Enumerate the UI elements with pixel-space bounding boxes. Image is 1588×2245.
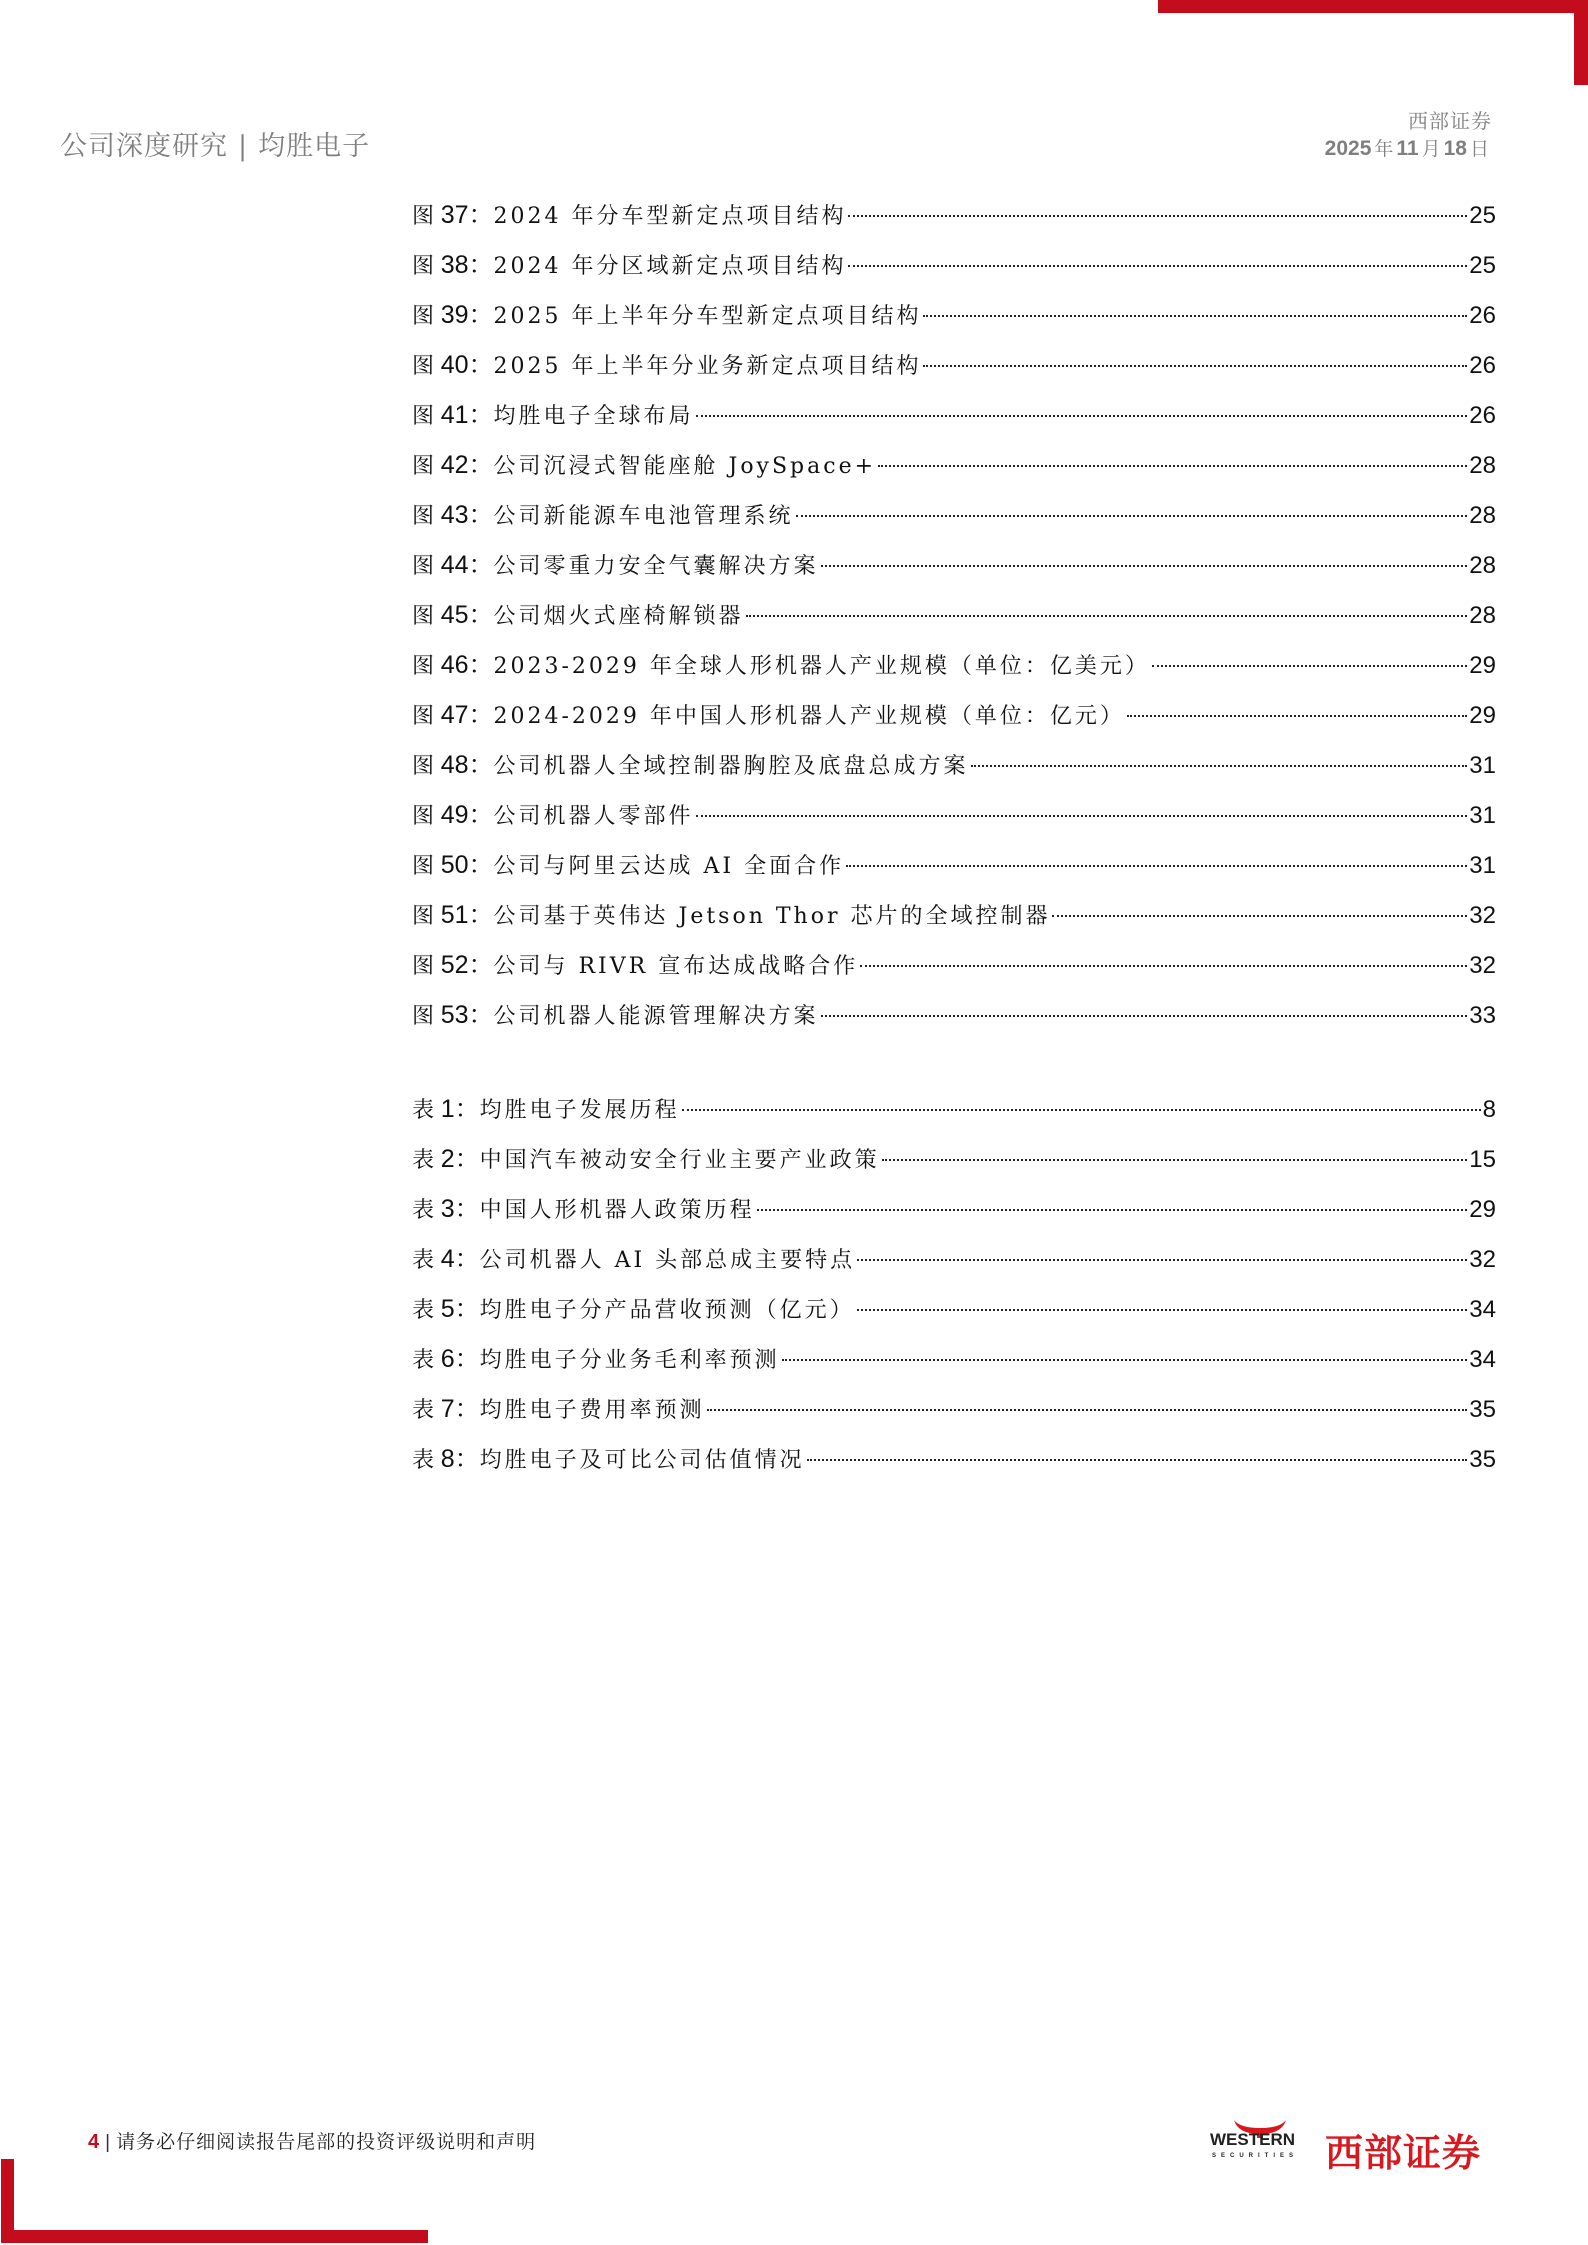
table-toc-entry[interactable] — [412, 1141, 1496, 1191]
dot-leader — [971, 765, 1468, 767]
entry-page-number[interactable]: 26 — [1469, 402, 1496, 429]
figure-toc-entry[interactable] — [412, 997, 1496, 1047]
entry-title: 公司零重力安全气囊解决方案 — [493, 554, 819, 579]
entry-number: 37： — [440, 201, 494, 229]
dot-leader — [807, 1459, 1468, 1461]
dot-leader — [696, 415, 1468, 417]
entry-prefix: 图 — [412, 654, 435, 679]
table-toc-entry[interactable] — [412, 1191, 1496, 1241]
entry-number: 51： — [440, 901, 494, 929]
entry-number: 44： — [440, 551, 494, 579]
figure-toc-entry[interactable] — [412, 397, 1496, 447]
dot-leader — [923, 315, 1467, 317]
report-header — [60, 124, 370, 163]
entry-prefix: 表 — [412, 1098, 435, 1123]
dot-leader — [857, 1259, 1467, 1261]
figure-toc-entry[interactable] — [412, 747, 1496, 797]
entry-page-number[interactable]: 31 — [1469, 752, 1496, 779]
entry-page-number[interactable]: 34 — [1469, 1346, 1496, 1373]
entry-page-number[interactable]: 28 — [1469, 452, 1496, 479]
entry-title: 均胜电子分业务毛利率预测 — [479, 1348, 780, 1373]
entry-prefix: 表 — [412, 1298, 435, 1323]
entry-prefix: 图 — [412, 854, 435, 879]
figure-toc-entry[interactable] — [412, 797, 1496, 847]
entry-title: 公司机器人零部件 — [493, 804, 694, 829]
header-brand-date — [1325, 108, 1492, 164]
report-type: 公司深度研究 — [60, 131, 228, 162]
dot-leader — [782, 1359, 1468, 1361]
entry-prefix: 图 — [412, 204, 435, 229]
figure-toc-entry[interactable] — [412, 247, 1496, 297]
table-toc-entry[interactable] — [412, 1441, 1496, 1491]
entry-label — [412, 497, 794, 535]
dot-leader — [796, 515, 1468, 517]
entry-label — [412, 697, 1125, 735]
figure-toc-entry[interactable] — [412, 297, 1496, 347]
dot-leader — [857, 1309, 1468, 1311]
entry-page-number[interactable]: 34 — [1469, 1296, 1496, 1323]
entry-number: 38： — [440, 251, 494, 279]
entry-page-number[interactable]: 29 — [1469, 652, 1496, 679]
dot-leader — [860, 965, 1467, 967]
entry-label — [412, 547, 819, 585]
entry-prefix: 表 — [412, 1398, 435, 1423]
report-date: 2025 年 11 月 18 日 — [1324, 137, 1489, 160]
dot-leader — [821, 1015, 1468, 1017]
entry-title: 均胜电子分产品营收预测（亿元） — [479, 1298, 855, 1323]
entry-title: 公司基于英伟达 Jetson Thor 芯片的全域控制器 — [493, 904, 1051, 929]
entry-prefix: 图 — [412, 604, 435, 629]
dot-leader — [846, 865, 1467, 867]
entry-label — [412, 347, 921, 385]
figure-toc-entry[interactable] — [412, 547, 1496, 597]
entry-page-number[interactable]: 26 — [1469, 302, 1496, 329]
entry-number: 2： — [440, 1145, 480, 1173]
entry-label — [412, 1191, 755, 1229]
entry-prefix: 表 — [412, 1448, 435, 1473]
entry-title: 2024-2029 年中国人形机器人产业规模（单位：亿元） — [493, 704, 1125, 729]
entry-number: 42： — [440, 451, 494, 479]
entry-prefix: 图 — [412, 804, 435, 829]
entry-page-number[interactable]: 32 — [1469, 902, 1496, 929]
entry-title: 公司与 RIVR 宣布达成战略合作 — [493, 954, 859, 979]
table-toc-entry[interactable] — [412, 1291, 1496, 1341]
top-red-corner-bar — [1574, 0, 1588, 85]
entry-prefix: 图 — [412, 404, 435, 429]
entry-title: 公司与阿里云达成 AI 全面合作 — [493, 854, 845, 879]
table-toc-entry[interactable] — [412, 1341, 1496, 1391]
figure-toc-entry[interactable] — [412, 197, 1496, 247]
entry-title: 公司沉浸式智能座舱 JoySpace+ — [493, 454, 877, 479]
figure-toc-entry[interactable] — [412, 697, 1496, 747]
entry-title: 2025 年上半年分车型新定点项目结构 — [493, 304, 922, 329]
entry-title: 均胜电子及可比公司估值情况 — [479, 1448, 805, 1473]
western-securities-logo — [1210, 2118, 1492, 2175]
entry-number: 50： — [440, 851, 494, 879]
entry-label — [412, 647, 1150, 685]
entry-title: 均胜电子全球布局 — [493, 404, 694, 429]
header-separator: | — [238, 131, 249, 162]
table-toc-entry[interactable] — [412, 1391, 1496, 1441]
entry-title: 均胜电子发展历程 — [479, 1098, 680, 1123]
entry-page-number[interactable]: 29 — [1469, 702, 1496, 729]
entry-label — [412, 447, 876, 485]
entry-prefix: 图 — [412, 904, 435, 929]
entry-title: 公司机器人 AI 头部总成主要特点 — [479, 1248, 856, 1273]
entry-label — [412, 1341, 780, 1379]
figure-toc-entry[interactable] — [412, 897, 1496, 947]
entry-number: 43： — [440, 501, 494, 529]
entry-number: 40： — [440, 351, 494, 379]
top-red-bar — [1158, 0, 1588, 13]
dot-leader — [848, 215, 1467, 217]
entry-label — [412, 797, 694, 835]
entry-page-number[interactable]: 26 — [1469, 352, 1496, 379]
entry-title: 2024 年分区域新定点项目结构 — [493, 254, 847, 279]
dot-leader — [707, 1409, 1468, 1411]
table-toc-entry[interactable] — [412, 1241, 1496, 1291]
entry-number: 8： — [440, 1445, 480, 1473]
entry-number: 46： — [440, 651, 494, 679]
logo-english: WESTERN — [1210, 2130, 1295, 2149]
entry-number: 41： — [440, 401, 494, 429]
entry-label — [412, 897, 1050, 935]
entry-prefix: 表 — [412, 1148, 435, 1173]
entry-prefix: 表 — [412, 1248, 435, 1273]
dot-leader — [1052, 915, 1467, 917]
entry-page-number[interactable]: 29 — [1469, 1196, 1496, 1223]
entry-label — [412, 747, 969, 785]
entry-title: 均胜电子费用率预测 — [479, 1398, 705, 1423]
entry-title: 中国人形机器人政策历程 — [479, 1198, 755, 1223]
entry-page-number[interactable]: 33 — [1469, 1002, 1496, 1029]
entry-title: 公司机器人全域控制器胸腔及底盘总成方案 — [493, 754, 969, 779]
entry-number: 6： — [440, 1345, 480, 1373]
entry-prefix: 图 — [412, 1004, 435, 1029]
entry-number: 49： — [440, 801, 494, 829]
entry-title: 公司新能源车电池管理系统 — [493, 504, 794, 529]
entry-prefix: 表 — [412, 1348, 435, 1373]
entry-label — [412, 397, 694, 435]
entry-number: 52： — [440, 951, 494, 979]
entry-title: 2025 年上半年分业务新定点项目结构 — [493, 354, 922, 379]
logo-english-sub: SECURITIES — [1212, 2153, 1299, 2159]
entry-label — [412, 847, 844, 885]
page-number: 4 — [88, 2131, 100, 2153]
dot-leader — [757, 1209, 1468, 1211]
entry-page-number[interactable]: 15 — [1469, 1146, 1496, 1173]
footer-separator: | — [105, 2132, 111, 2153]
entry-page-number[interactable]: 28 — [1469, 502, 1496, 529]
figure-toc-entry[interactable] — [412, 647, 1496, 697]
entry-label — [412, 1441, 805, 1479]
entry-label — [412, 1291, 855, 1329]
brokerage-name: 西部证券 — [1408, 109, 1492, 133]
entry-page-number[interactable]: 32 — [1469, 1246, 1496, 1273]
entry-prefix: 图 — [412, 754, 435, 779]
entry-title: 中国汽车被动安全行业主要产业政策 — [479, 1148, 880, 1173]
entry-title: 2023-2029 年全球人形机器人产业规模（单位：亿美元） — [493, 654, 1150, 679]
entry-prefix: 图 — [412, 554, 435, 579]
figure-toc-entry[interactable] — [412, 947, 1496, 997]
entry-number: 3： — [440, 1195, 480, 1223]
entry-label — [412, 297, 921, 335]
entry-label — [412, 947, 858, 985]
dot-leader — [696, 815, 1468, 817]
entry-label — [412, 1391, 705, 1429]
table-toc-entry[interactable] — [412, 1091, 1496, 1141]
entry-title: 公司烟火式座椅解锁器 — [493, 604, 744, 629]
entry-number: 45： — [440, 601, 494, 629]
dot-leader — [1152, 665, 1467, 667]
entry-prefix: 图 — [412, 254, 435, 279]
bottom-red-bar — [1, 2230, 428, 2243]
entry-label — [412, 1241, 855, 1279]
dot-leader — [746, 615, 1468, 617]
logo-chinese: 西部证券 — [1325, 2131, 1482, 2175]
entry-label — [412, 1091, 680, 1129]
entry-number: 39： — [440, 301, 494, 329]
dot-leader — [878, 465, 1467, 467]
entry-label — [412, 597, 744, 635]
dot-leader — [682, 1109, 1481, 1111]
entry-label — [412, 1141, 880, 1179]
entry-page-number[interactable]: 35 — [1469, 1446, 1496, 1473]
entry-number: 1： — [440, 1095, 480, 1123]
entry-prefix: 图 — [412, 704, 435, 729]
entry-number: 48： — [440, 751, 494, 779]
entry-page-number[interactable]: 31 — [1469, 852, 1496, 879]
entry-page-number[interactable]: 28 — [1469, 552, 1496, 579]
figure-toc-entry[interactable] — [412, 447, 1496, 497]
entry-title: 2024 年分车型新定点项目结构 — [493, 204, 847, 229]
entry-page-number[interactable]: 25 — [1469, 252, 1496, 279]
entry-number: 53： — [440, 1001, 494, 1029]
entry-label — [412, 197, 846, 235]
entry-number: 5： — [440, 1295, 480, 1323]
dot-leader — [1127, 715, 1467, 717]
dot-leader — [848, 265, 1467, 267]
entry-number: 4： — [440, 1245, 480, 1273]
entry-prefix: 图 — [412, 504, 435, 529]
entry-page-number[interactable]: 25 — [1469, 202, 1496, 229]
entry-label — [412, 247, 846, 285]
entry-title: 公司机器人能源管理解决方案 — [493, 1004, 819, 1029]
entry-prefix: 图 — [412, 954, 435, 979]
entry-prefix: 图 — [412, 354, 435, 379]
entry-prefix: 表 — [412, 1198, 435, 1223]
entry-page-number[interactable]: 8 — [1482, 1096, 1496, 1123]
table-list — [412, 1091, 1496, 1491]
dot-leader — [821, 565, 1468, 567]
page-footer — [88, 2127, 536, 2154]
figure-toc-entry[interactable] — [412, 497, 1496, 547]
entry-prefix: 图 — [412, 304, 435, 329]
entry-page-number[interactable]: 31 — [1469, 802, 1496, 829]
figure-list — [412, 197, 1496, 1047]
entry-prefix: 图 — [412, 454, 435, 479]
entry-page-number[interactable]: 28 — [1469, 602, 1496, 629]
entry-number: 7： — [440, 1395, 480, 1423]
dot-leader — [882, 1159, 1468, 1161]
entry-number: 47： — [440, 701, 494, 729]
entry-page-number[interactable]: 35 — [1469, 1396, 1496, 1423]
figure-toc-entry[interactable] — [412, 847, 1496, 897]
company-name: 均胜电子 — [258, 131, 371, 162]
dot-leader — [923, 365, 1467, 367]
figure-toc-entry[interactable] — [412, 347, 1496, 397]
disclaimer-note: 请务必仔细阅读报告尾部的投资评级说明和声明 — [116, 2131, 537, 2153]
entry-label — [412, 997, 819, 1035]
entry-page-number[interactable]: 32 — [1469, 952, 1496, 979]
figure-toc-entry[interactable] — [412, 597, 1496, 647]
